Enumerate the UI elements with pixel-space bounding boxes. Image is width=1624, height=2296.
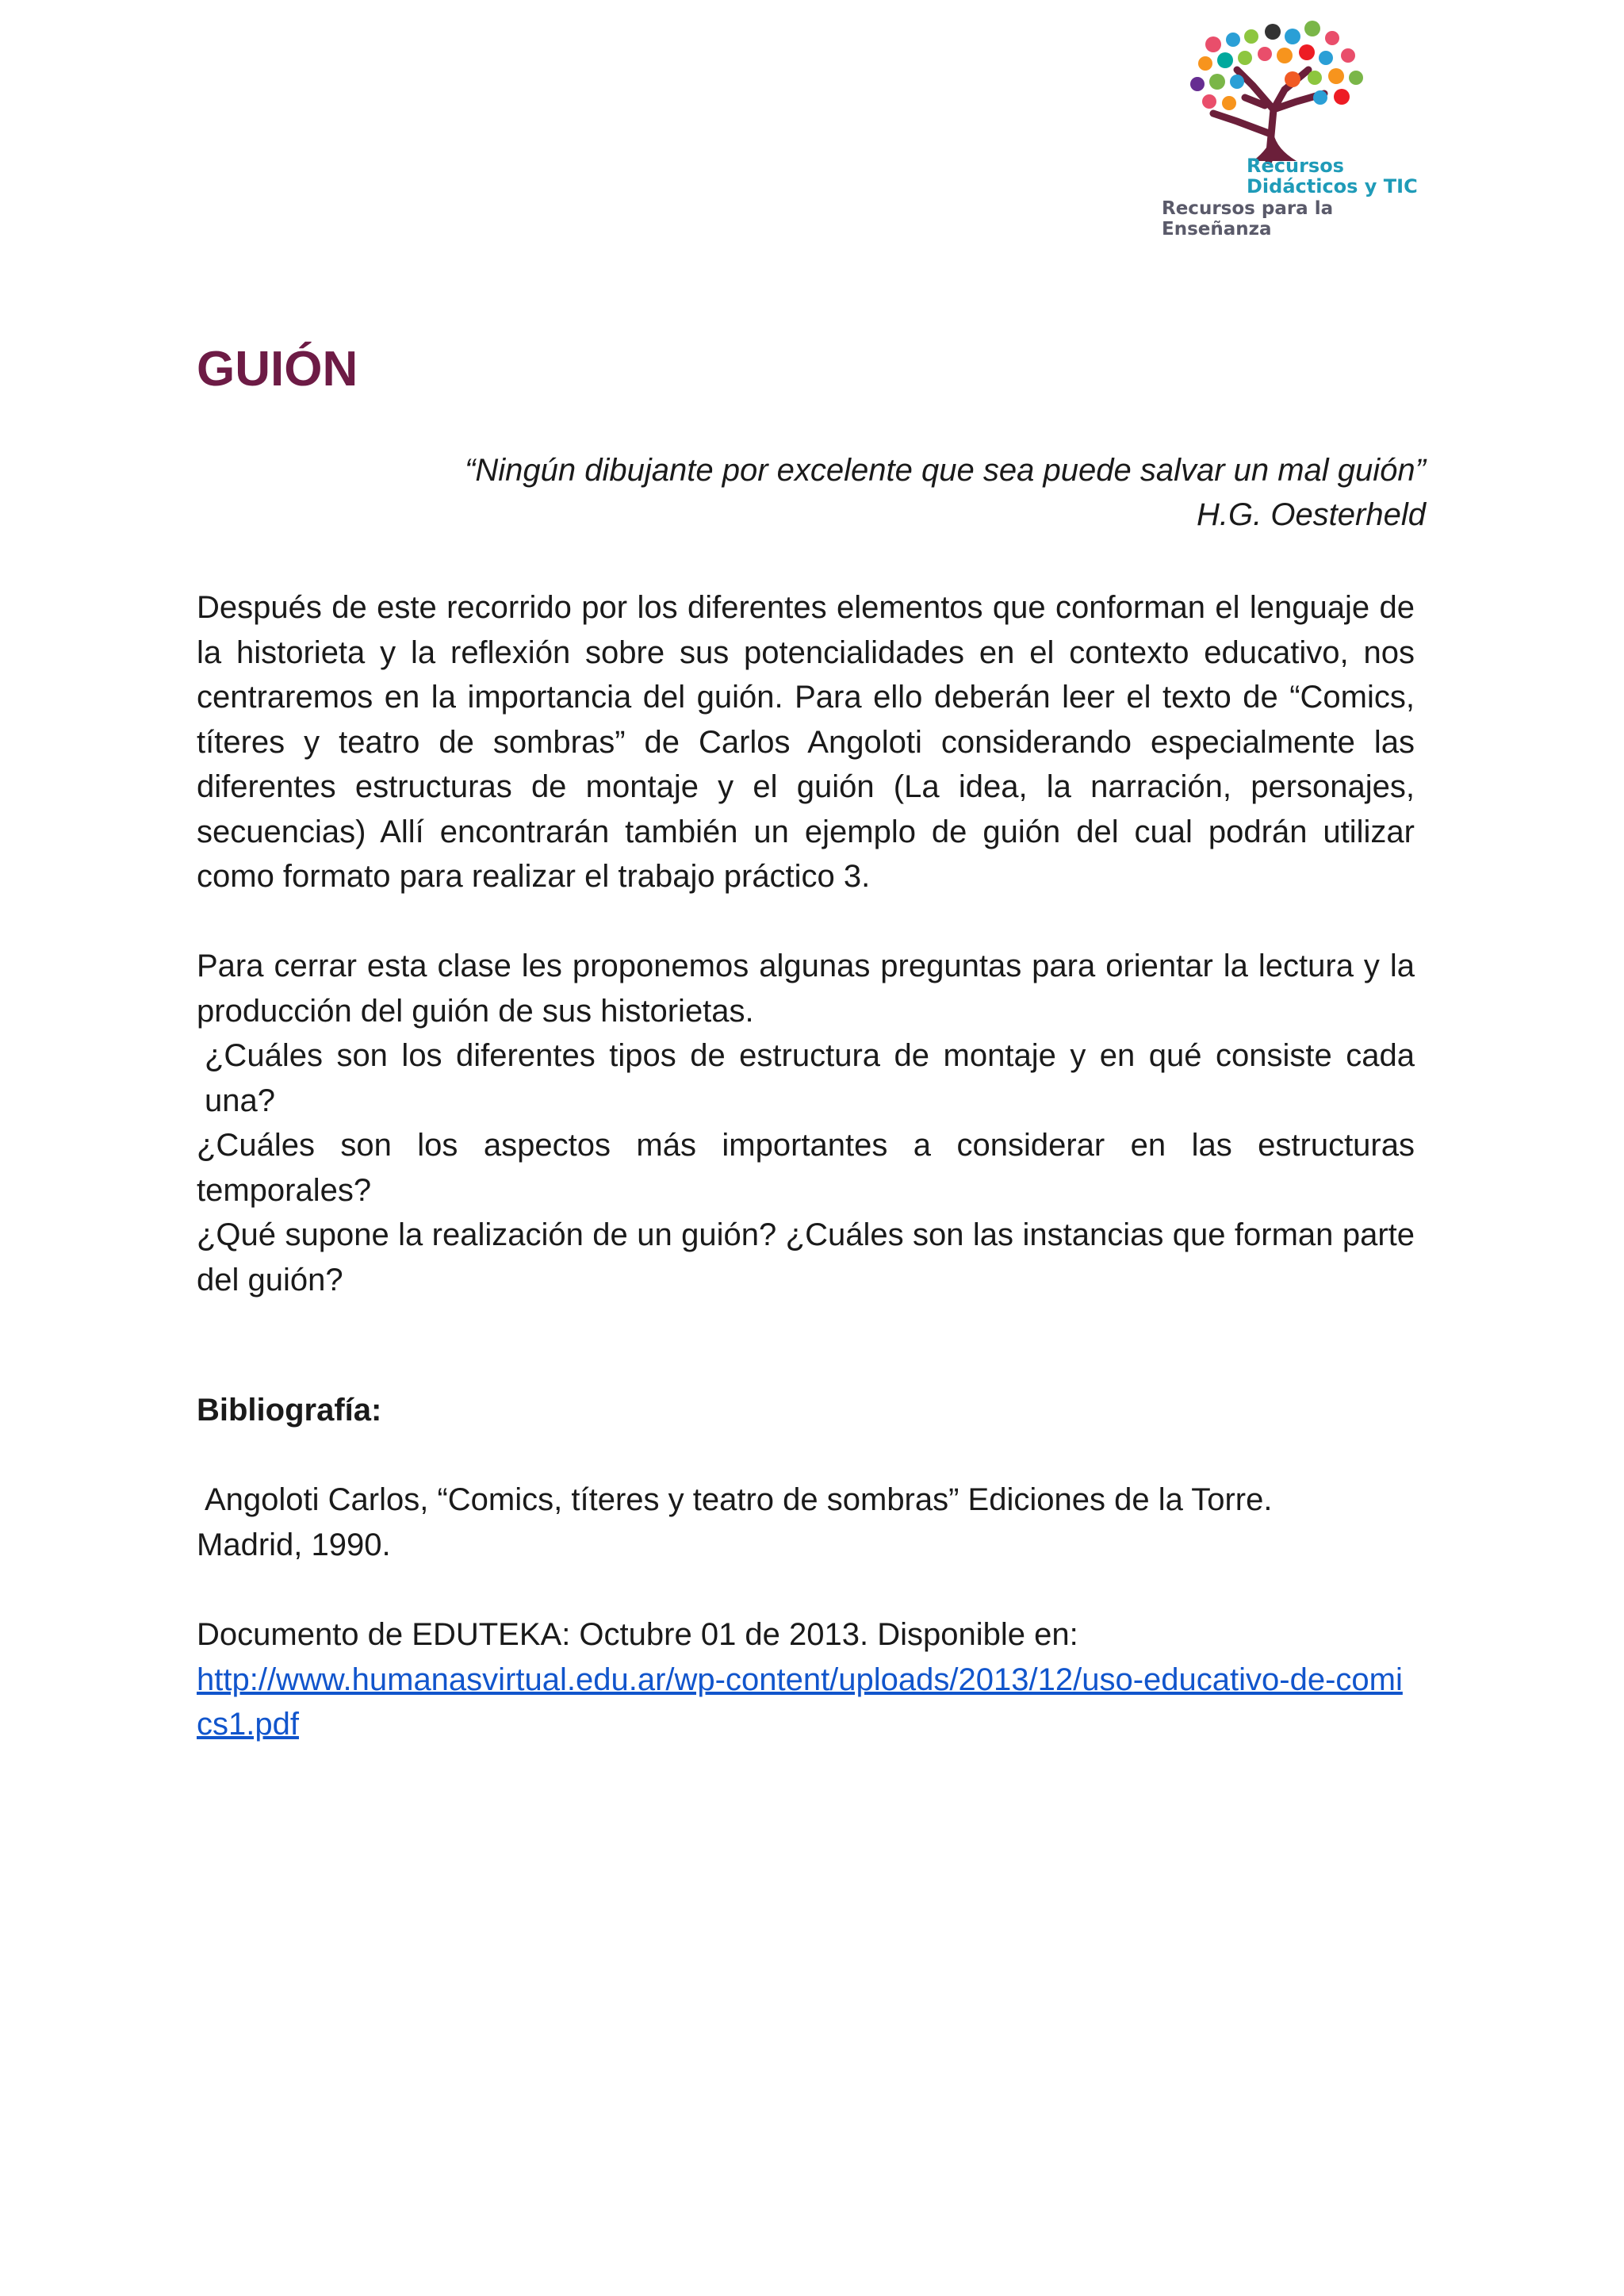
reference-1-line1: Angoloti Carlos, “Comics, títeres y teatro de sombras” Ediciones de la Torre. [205, 1482, 1273, 1517]
tree-logo-icon [1118, 14, 1435, 165]
question-item: ¿Qué supone la realización de un guión? ¿Cuáles son las instancias que forman parte del guión? [197, 1217, 1415, 1297]
logo-text-line2: Didácticos y TIC [1247, 175, 1418, 197]
recursos-didacticos-logo [1118, 14, 1435, 240]
quote-author: H.G. Oesterheld [1196, 497, 1426, 532]
reference-1-line2: Madrid, 1990. [197, 1527, 391, 1562]
quote-text: “Ningún dibujante por excelente que sea puede salvar un mal guión” [465, 453, 1426, 488]
questions-paragraph [197, 944, 1415, 1302]
reference-2-text: Documento de EDUTEKA: Octubre 01 de 2013. Disponible en: [197, 1617, 1078, 1652]
logo-text-line3: Recursos para la Enseñanza [1162, 198, 1334, 240]
questions-intro: Para cerrar esta clase les proponemos algunas preguntas para orientar la lectura y la producción del guión de sus historietas. [197, 949, 1415, 1029]
question-item: ¿Cuáles son los aspectos más importantes a considerar en las estructuras temporales? [197, 1128, 1415, 1208]
bibliography-heading: Bibliografía: [197, 1393, 382, 1428]
reference-2-link[interactable]: http://www.humanasvirtual.edu.ar/wp-content/uploads/2013/12/uso-educativo-de-comics1.pdf [197, 1662, 1403, 1742]
bibliography-reference-1 [197, 1478, 1465, 1567]
bibliography-reference-2 [197, 1612, 1418, 1747]
epigraph-quote [465, 448, 1426, 537]
question-item: ¿Cuáles son los diferentes tipos de estructura de montaje y en qué consiste cada una? [205, 1038, 1415, 1118]
intro-paragraph: Después de este recorrido por los diferentes elementos que conforman el lenguaje de la historieta y la reflexión sobre sus potencialidades en el contexto educativo, nos centraremos en la importancia del guión. Para ello deberán leer el texto de “Comics, títeres y teatro de sombras” de Carlos Angoloti considerando especialmente las diferentes estructuras de montaje y el guión (La idea, la narración, personajes, secuencias) Allí encontrarán también un ejemplo de guión del cual podrán utilizar como formato para realizar el trabajo práctico 3. [197, 590, 1415, 894]
page-title: GUIÓN [197, 342, 358, 397]
logo-text-line1: Recursos [1247, 155, 1344, 177]
